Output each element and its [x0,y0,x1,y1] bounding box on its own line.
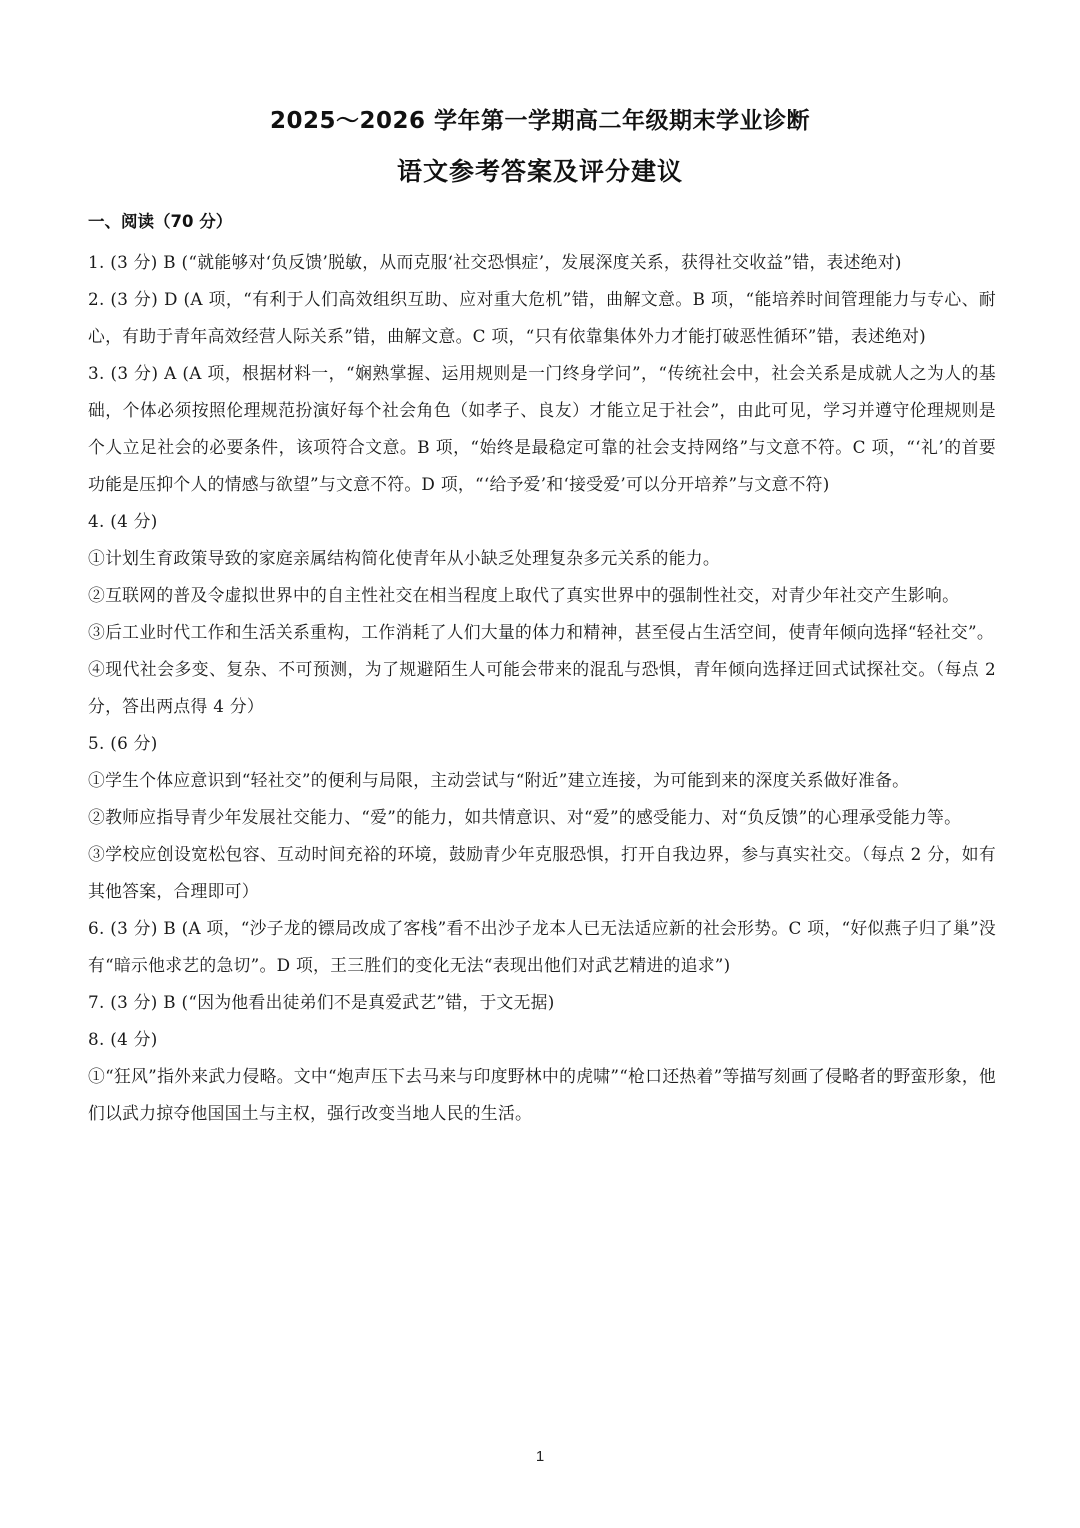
document-title: 2025～2026 学年第一学期高二年级期末学业诊断 [269,108,811,134]
answer-q4-header: 4. (4 分) [88,511,158,531]
answer-q1: 1. (3 分) B (“就能够对‘负反馈’脱敏，从而克服‘社交恐惧症’，发展深度关系，获得社交收益”错，表述绝对) [88,252,902,272]
answer-content [88,210,996,1132]
answer-q4-point-4: ④现代社会多变、复杂、不可预测，为了规避陌生人可能会带来的混乱与恐惧，青年倾向选择迂回式试探社交。（每点 2 分，答出两点得 4 分） [88,659,996,716]
answer-q4-point-2: ②互联网的普及令虚拟世界中的自主性社交在相当程度上取代了真实世界中的强制性社交，对青少年社交产生影响。 [88,585,960,605]
answer-q5-point-3: ③学校应创设宽松包容、互动时间充裕的环境，鼓励青少年克服恐惧，打开自我边界，参与真实社交。（每点 2 分，如有其他答案，合理即可） [88,844,996,901]
answer-q8-point-1: ①“狂风”指外来武力侵略。文中“炮声压下去马来与印度野林中的虎啸”“枪口还热着”等描写刻画了侵略者的野蛮形象，他们以武力掠夺他国国土与主权，强行改变当地人民的生活。 [88,1066,996,1123]
answer-q4-point-1: ①计划生育政策导致的家庭亲属结构简化使青年从小缺乏处理复杂多元关系的能力。 [88,548,721,568]
answer-q2: 2. (3 分) D (A 项，“有利于人们高效组织互助、应对重大危机”错，曲解文意。B 项，“能培养时间管理能力与专心、耐心，有助于青年高效经营人际关系”错，曲解文意。C 项，“只有依靠集体外力才能打破恶性循环”错，表述绝对) [88,289,996,346]
answer-q4-point-3: ③后工业时代工作和生活关系重构，工作消耗了人们大量的体力和精神，甚至侵占生活空间，使青年倾向选择“轻社交”。 [88,622,994,642]
answer-q3: 3. (3 分) A (A 项，根据材料一，“娴熟掌握、运用规则是一门终身学问”，“传统社会中，社会关系是成就人之为人的基础，个体必须按照伦理规范扮演好每个社会角色（如孝子、良友）才能立足于社会”，由此可见，学习并遵守伦理规则是个人立足社会的必要条件，该项符合文意。B 项，“始终是最稳定可靠的社会支持网络”与文意不符。C 项，“‘礼’的首要功能是压抑个人的情感与欲望”与文意不符。D 项，“‘给予爱’和‘接受爱’可以分开培养”与文意不符) [88,363,996,494]
answer-q5-point-1: ①学生个体应意识到“轻社交”的便利与局限，主动尝试与“附近”建立连接，为可能到来的深度关系做好准备。 [88,770,910,790]
section-heading-reading: 一、阅读（70 分） [88,212,233,231]
answer-q5-header: 5. (6 分) [88,733,158,753]
answer-q7: 7. (3 分) B (“因为他看出徒弟们不是真爱武艺”错，于文无据) [88,992,555,1012]
page-number: 1 [535,1448,545,1465]
answer-q6: 6. (3 分) B (A 项，“沙子龙的镖局改成了客栈”看不出沙子龙本人已无法适应新的社会形势。C 项，“好似燕子归了巢”没有“暗示他求艺的急切”。D 项，王三胜们的变化无法“表现出他们对武艺精进的追求”) [88,918,996,975]
answer-q8-header: 8. (4 分) [88,1029,158,1049]
answer-q5-point-2: ②教师应指导青少年发展社交能力、“爱”的能力，如共情意识、对“爱”的感受能力、对“负反馈”的心理承受能力等。 [88,807,962,827]
document-subtitle: 语文参考答案及评分建议 [396,157,683,186]
